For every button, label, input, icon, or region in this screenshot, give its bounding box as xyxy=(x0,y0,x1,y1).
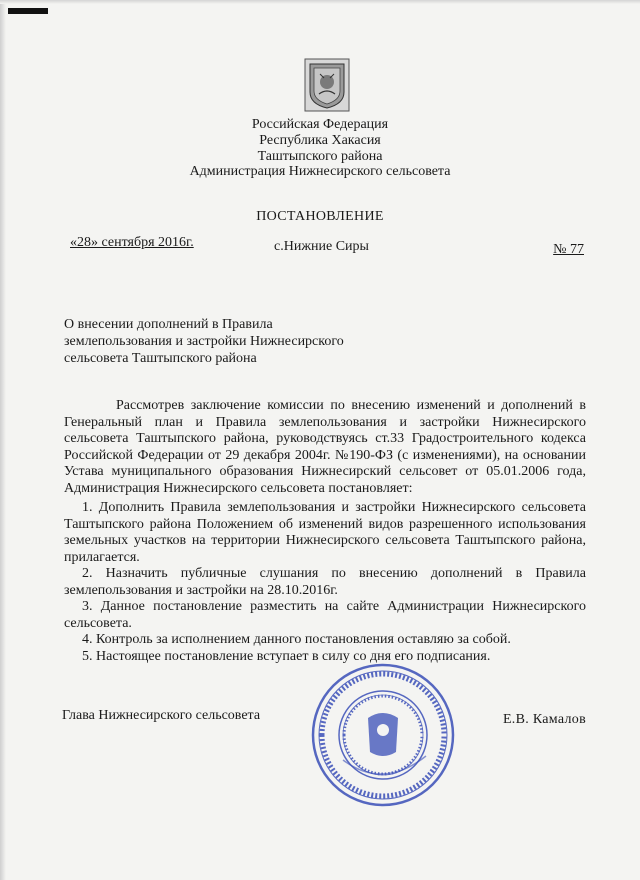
official-seal-stamp xyxy=(308,660,458,810)
preamble-paragraph: Рассмотрев заключение комиссии по внесению изменений и дополнений в Генеральный план и Правила землепользования и застройки Нижнесирского сельсовета Таштыпского района, руководствуясь ст.33 Градостроительного кодекса Российской Федерации от 29 декабря 2004г. №190-ФЗ (с изменениями), на основании Устава муниципального образования Нижнесирский сельсовет от 05.01.2006 года, Администрация Нижнесирского сельсовета постановляет: xyxy=(64,398,586,496)
document-date: «28» сентября 2016г. xyxy=(70,235,194,250)
decree-item: 2. Назначить публичные слушания по внесению дополнений в Правила землепользования и застройки на 28.10.2016г. xyxy=(64,566,586,598)
document-subject xyxy=(64,316,344,367)
decree-item: 1. Дополнить Правила землепользования и застройки Нижнесирского сельсовета Таштыпского района Положением об изменений видов разрешенного использования земельных участков на территории Нижнесирского сельсовета Таштыпского района, прилагается. xyxy=(64,500,586,565)
subject-line: сельсовета Таштыпского района xyxy=(64,351,257,366)
scan-corner-mark xyxy=(8,8,48,14)
header-administration: Администрация Нижнесирского сельсовета xyxy=(189,164,451,179)
coat-of-arms-icon xyxy=(304,58,350,112)
header-district: Таштыпского района xyxy=(257,149,383,164)
document-number: № 77 xyxy=(553,242,584,257)
document-place: с.Нижние Сиры xyxy=(274,239,369,254)
header-country: Российская Федерация xyxy=(251,117,389,132)
decree-item: 4. Контроль за исполнением данного постановления оставляю за собой. xyxy=(82,632,511,647)
decree-item: 3. Данное постановление разместить на сайте Администрации Нижнесирского сельсовета. xyxy=(64,599,586,631)
scan-edge-top xyxy=(0,0,640,4)
decree-item: 5. Настоящее постановление вступает в силу со дня его подписания. xyxy=(82,648,491,664)
decree-items xyxy=(64,500,586,665)
signatory-position: Глава Нижнесирского сельсовета xyxy=(62,708,261,723)
header-republic: Республика Хакасия xyxy=(259,133,381,148)
signatory-name: Е.В. Камалов xyxy=(502,712,586,727)
document-title: ПОСТАНОВЛЕНИЕ xyxy=(256,209,384,224)
subject-line: О внесении дополнений в Правила xyxy=(64,317,273,332)
subject-line: землепользования и застройки Нижнесирского xyxy=(64,334,344,349)
